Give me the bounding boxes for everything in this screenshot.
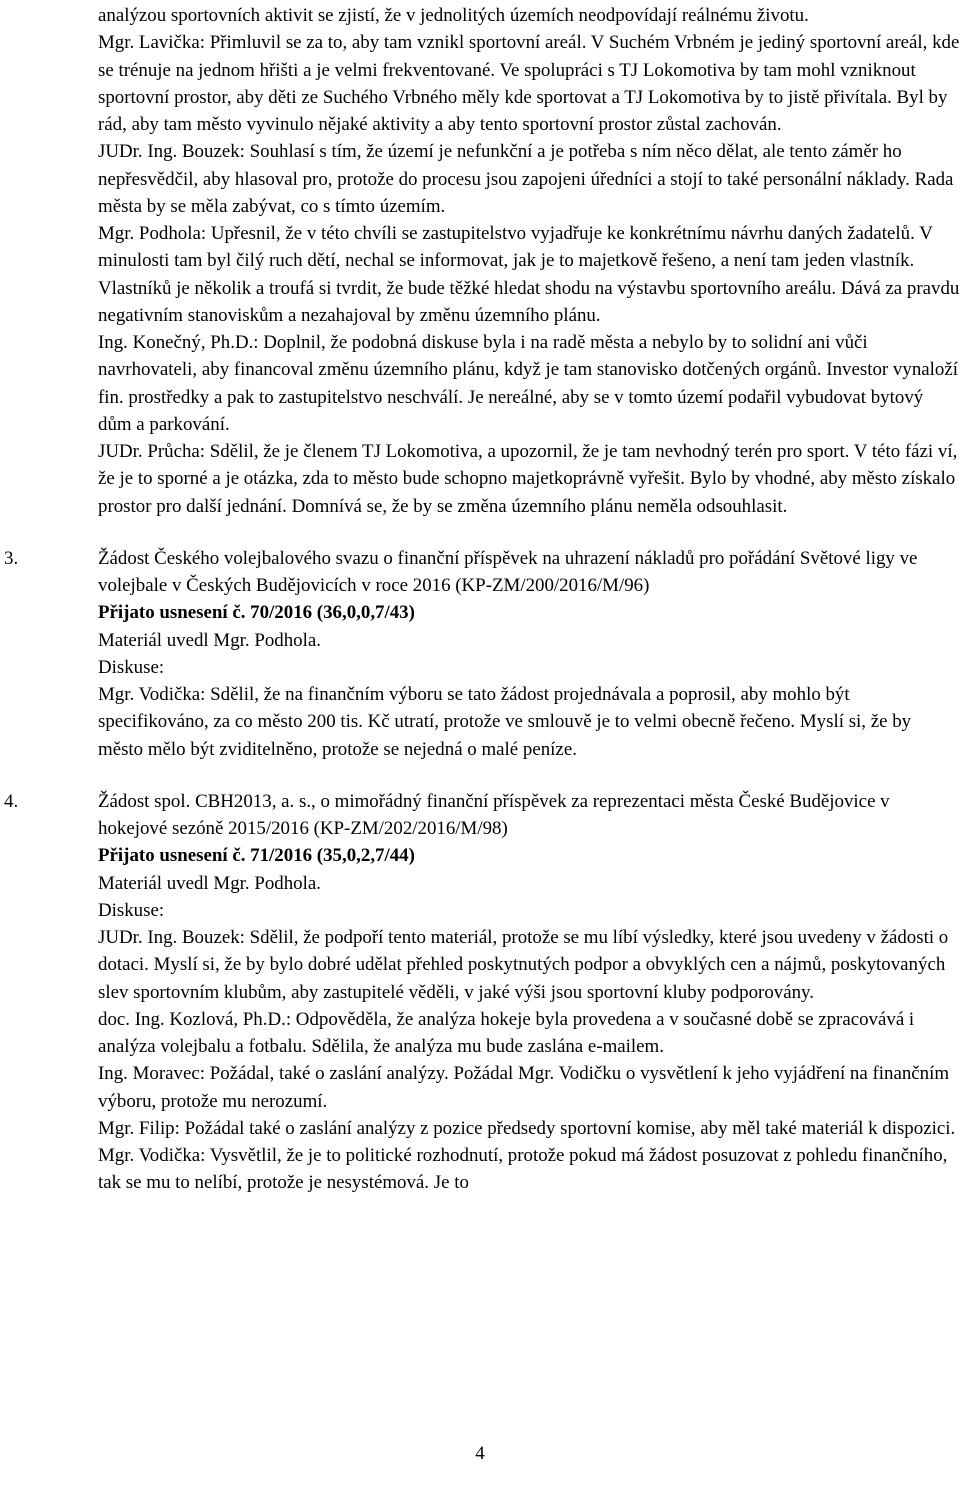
discussion-paragraph: Mgr. Filip: Požádal také o zaslání analýzy z pozice předsedy sportovní komise, aby měl také materiál k dispozici. (98, 1117, 956, 1139)
paragraph-podhola: Mgr. Podhola: Upřesnil, že v této chvíli se zastupitelstvo vyjadřuje ke konkrétnímu návrhu daných žadatelů. V minulosti tam byl čilý ruch dětí, nechal se informovat, jak je to majetkově řešeno, a není tam jeden vlastník. Vlastníků je několik a troufá si tvrdit, že bude těžké hledat shodu na výstavbu sportovního areálu. Dává za pravdu negativním stanoviskům a nezahajoval by změnu územního plánu. (98, 223, 960, 326)
item-resolution: Přijato usnesení č. 70/2016 (36,0,0,7/43) (98, 602, 415, 624)
discussion-paragraph: JUDr. Ing. Bouzek: Sdělil, že podpoří tento materiál, protože se mu líbí výsledky, které jsou uvedeny v žádosti o dotaci. Myslí si, že by bylo dobré udělat přehled poskytnutých podpor a obvyklých cen a nájmů, poskytovaných slev sportovním klubům, aby zastupitelé věděli, v jaké výši jsou sportovní kluby podporovány. (98, 927, 949, 1003)
page-content (4, 2, 960, 1197)
spacer (98, 520, 960, 545)
discussion-paragraph: doc. Ing. Kozlová, Ph.D.: Odpověděla, že analýza hokeje byla provedena a v současné době se zpracovává i analýza volejbalu a fotbalu. Sdělila, že analýza mu bude zaslána e-mailem. (98, 1008, 915, 1057)
paragraph: analýzou sportovních aktivit se zjistí, že v jednolitých územích neodpovídají reálnému životu. (98, 5, 809, 26)
agenda-item-4 (4, 788, 960, 1197)
item-title: Žádost spol. CBH2013, a. s., o mimořádný finanční příspěvek za reprezentaci města České Budějovice v hokejové sezóně 2015/2016 (KP-ZM/202/2016/M/98) (98, 790, 890, 839)
page-number: 4 (475, 1443, 485, 1464)
item-material: Materiál uvedl Mgr. Podhola. (98, 872, 321, 894)
item-number: 4. (4, 790, 19, 812)
item-material: Materiál uvedl Mgr. Podhola. (98, 629, 321, 651)
discussion-label: Diskuse: (98, 899, 165, 921)
discussion-paragraph: Mgr. Vodička: Vysvětlil, že je to politické rozhodnutí, protože pokud má žádost posuzovat z pohledu finančního, tak se mu to nelíbí, protože je nesystémová. Je to (98, 1145, 948, 1194)
item-number: 3. (4, 547, 19, 569)
discussion-paragraph: Ing. Moravec: Požádal, také o zaslání analýzy. Požádal Mgr. Vodičku o vysvětlení k jeho vyjádření na finančním výboru, protože mu nerozumí. (98, 1063, 950, 1112)
item-resolution: Přijato usnesení č. 71/2016 (35,0,2,7/44) (98, 845, 415, 867)
discussion-label: Diskuse: (98, 656, 165, 678)
paragraph-prucha: JUDr. Průcha: Sdělil, že je členem TJ Lokomotiva, a upozornil, že je tam nevhodný terén pro sport. V této fázi ví, že je to sporné a je otázka, zda to město bude schopno majetkoprávně vyřešit. Bylo by vhodné, aby město získalo prostor pro další jednání. Domnívá se, že by se změna územního plánu neměla odsouhlasit. (98, 441, 958, 517)
spacer (98, 763, 960, 788)
paragraph-bouzek: JUDr. Ing. Bouzek: Souhlasí s tím, že území je nefunkční a je potřeba s ním něco dělat, ale tento záměr ho nepřesvědčil, aby hlasoval pro, protože do procesu jsou zapojeni úředníci a stojí to také personální náklady. Rada města by se měla zabývat, co s tímto územím. (98, 141, 954, 217)
agenda-item-3 (4, 545, 960, 763)
item-title: Žádost Českého volejbalového svazu o finanční příspěvek na uhrazení nákladů pro pořádání Světové ligy ve volejbale v Českých Budějovicích v roce 2016 (KP-ZM/200/2016/M/96) (98, 547, 918, 596)
paragraph-lavicka: Mgr. Lavička: Přimluvil se za to, aby tam vznikl sportovní areál. V Suchém Vrbném je jediný sportovní areál, kde se trénuje na jednom hřišti a je velmi frekventované. Ve spolupráci s TJ Lokomotiva by tam mohl vzniknout sportovní prostor, aby děti ze Suchého Vrbného měly kde sportovat a TJ Lokomotiva by to jistě přivítala. Byl by rád, aby tam město vyvinulo nějaké aktivity a aby tento sportovní prostor zůstal zachován. (98, 32, 960, 135)
discussion-paragraph: Mgr. Vodička: Sdělil, že na finančním výboru se tato žádost projednávala a poprosil, aby mohlo být specifikováno, za co město 200 tis. Kč utratí, protože ve smlouvě je to velmi obecně řečeno. Myslí si, že by město mělo být zviditelněno, protože se nejedná o malé peníze. (98, 684, 912, 760)
paragraph-konecny: Ing. Konečný, Ph.D.: Doplnil, že podobná diskuse byla i na radě města a nebylo by to solidní ani vůči navrhovateli, aby financoval změnu územního plánu, když je tam stanovisko dotčených orgánů. Investor vynaloží fin. prostředky a pak to zastupitelstvo neschválí. Je nereálné, aby se v tomto území podařil vybudovat bytový dům a parkování. (98, 332, 958, 435)
